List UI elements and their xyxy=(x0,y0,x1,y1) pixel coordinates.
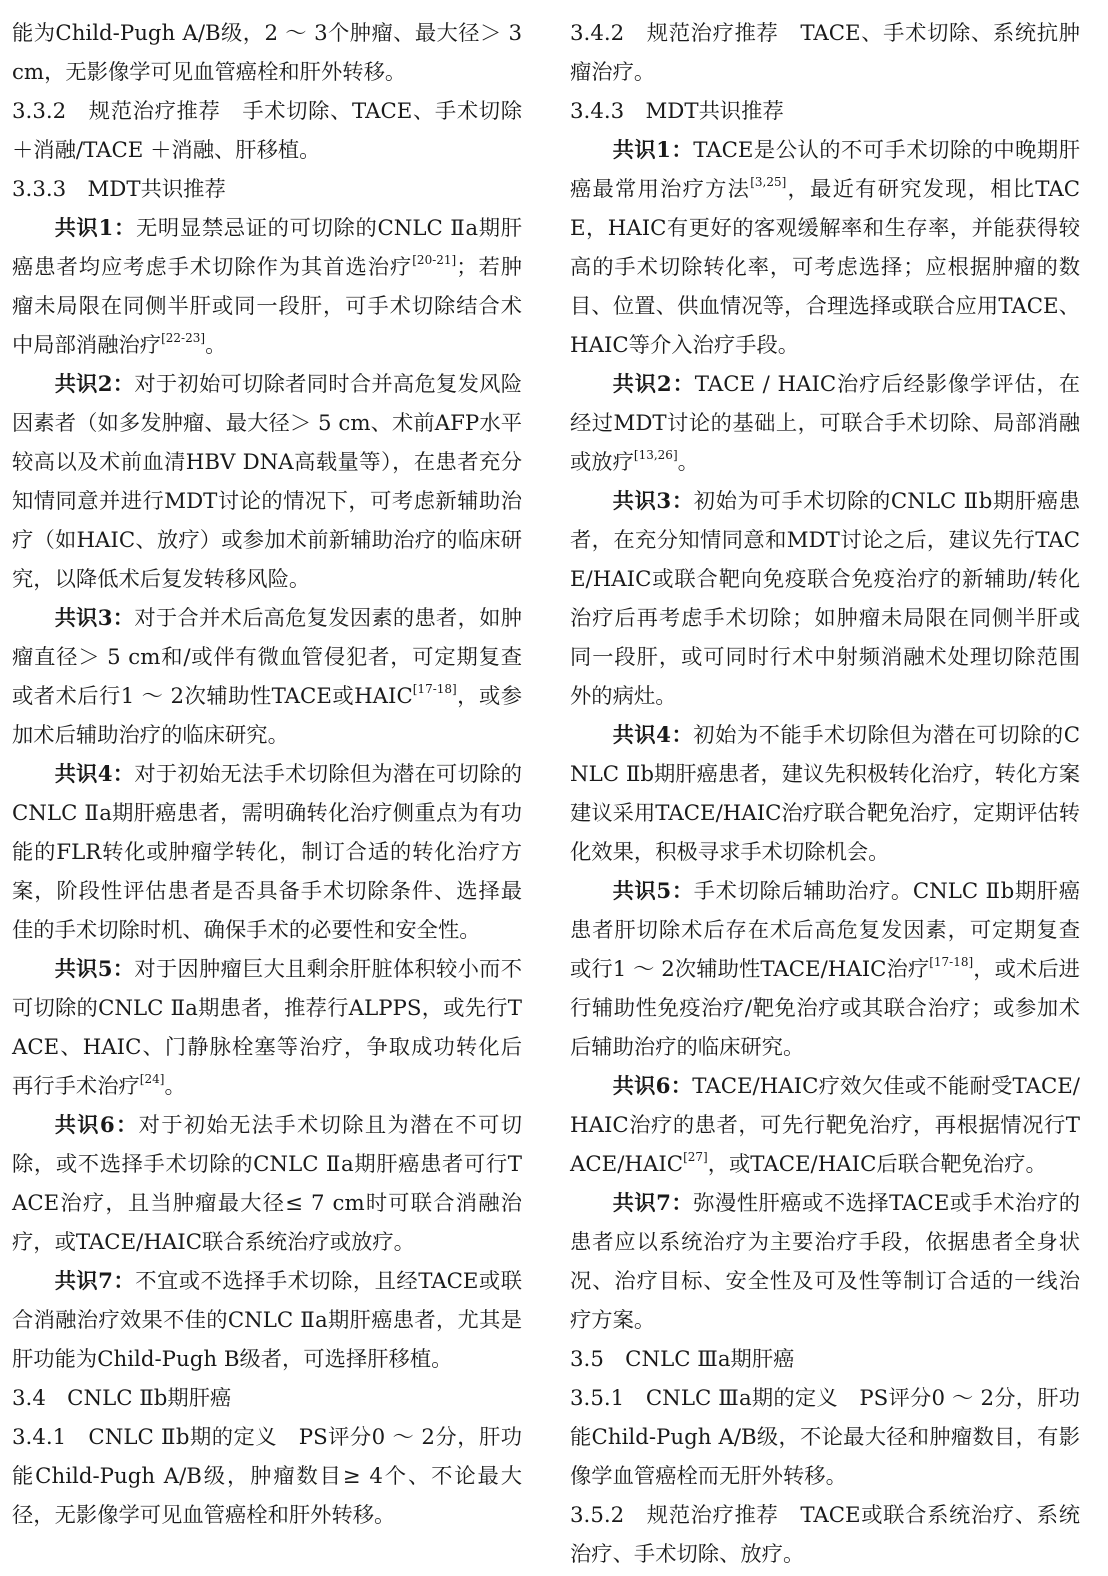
paragraph-text: 能为Child-Pugh A/B级，2 ～ 3个肿瘤、最大径＞ 3 cm，无影像学可见血管癌栓和肝外转移。 xyxy=(12,21,522,85)
paragraph-text: 不宜或不选择手术切除，且经TACE或联合消融治疗效果不佳的CNLC Ⅱa期肝癌患者，尤其是肝功能为Child-Pugh B级者，可选择肝移植。 xyxy=(12,1269,522,1372)
section-heading xyxy=(12,1418,522,1535)
paragraph xyxy=(12,1262,522,1379)
paragraph xyxy=(570,482,1080,716)
paragraph xyxy=(12,365,522,599)
section-heading xyxy=(570,92,1080,131)
citation: [24] xyxy=(139,1071,165,1086)
paragraph-text: 对于因肿瘤巨大且剩余肝脏体积较小而不可切除的CNLC Ⅱa期患者，推荐行ALPPS，或先行TACE、HAIC、门静脉栓塞等治疗，争取成功转化后再行手术治疗 xyxy=(12,957,522,1099)
left-column xyxy=(12,14,522,1576)
consensus-label: 共识5： xyxy=(54,957,135,982)
paragraph-text: 初始为可手术切除的CNLC Ⅱb期肝癌患者，在充分知情同意和MDT讨论之后，建议先行TACE/HAIC或联合靶向免疫联合免疫治疗的新辅助/转化治疗后再考虑手术切除；如肿瘤未局限在同侧半肝或同一段肝，或可同时行术中射频消融术处理切除范围外的病灶。 xyxy=(570,489,1080,709)
paragraph xyxy=(12,1106,522,1262)
paragraph-text: 3.3.2 规范治疗推荐 手术切除、TACE、手术切除＋消融/TACE ＋消融、肝移植。 xyxy=(12,99,522,163)
paragraph-text: ，或术后进行辅助性免疫治疗/靶免治疗或其联合治疗；或参加术后辅助治疗的临床研究。 xyxy=(570,957,1080,1060)
paragraph-text: 3.4.1 CNLC Ⅱb期的定义 PS评分0 ～ 2分，肝功能Child-Pugh A/B级，肿瘤数目≥ 4个、不论最大径，无影像学可见血管癌栓和肝外转移。 xyxy=(12,1425,522,1528)
paragraph-text: 对于初始无法手术切除且为潜在不可切除，或不选择手术切除的CNLC Ⅱa期肝癌患者可行TACE治疗，且当肿瘤最大径≤ 7 cm时可联合消融治疗，或TACE/HAIC联合系统治疗或放疗。 xyxy=(12,1113,522,1255)
paragraph-text: 3.4 CNLC Ⅱb期肝癌 xyxy=(12,1386,232,1411)
consensus-label: 共识4： xyxy=(612,723,694,748)
paragraph-text: 对于合并术后高危复发因素的患者，如肿瘤直径＞ 5 cm和/或伴有微血管侵犯者，可定期复查或者术后行1 ～ 2次辅助性TACE或HAIC xyxy=(12,606,522,709)
paragraph xyxy=(570,872,1080,1067)
paragraph-text: 。 xyxy=(205,333,227,358)
paragraph xyxy=(570,716,1080,872)
consensus-label: 共识7： xyxy=(54,1269,136,1294)
paragraph-text: ，或TACE/HAIC后联合靶免治疗。 xyxy=(707,1152,1047,1177)
citation: [17-18] xyxy=(412,681,457,696)
consensus-label: 共识6： xyxy=(54,1113,139,1138)
paragraph-text: ；若肿瘤未局限在同侧半肝或同一段肝，可手术切除结合术中局部消融治疗 xyxy=(12,255,522,358)
section-heading xyxy=(570,1496,1080,1574)
paragraph-text: ，最近有研究发现，相比TACE，HAIC有更好的客观缓解率和生存率，并能获得较高的手术切除转化率，可考虑选择；应根据肿瘤的数目、位置、供血情况等，合理选择或联合应用TACE、HAIC等介入治疗手段。 xyxy=(570,177,1080,358)
citation: [22-23] xyxy=(161,330,206,345)
paragraph-text: 3.4.2 规范治疗推荐 TACE、手术切除、系统抗肿瘤治疗。 xyxy=(570,21,1080,85)
section-heading xyxy=(12,170,522,209)
section-heading xyxy=(12,92,522,170)
consensus-label: 共识1： xyxy=(612,138,694,163)
paragraph-text: 手术切除后辅助治疗。CNLC Ⅱb期肝癌患者肝切除术后存在术后高危复发因素，可定期复查或行1 ～ 2次辅助性TACE/HAIC治疗 xyxy=(570,879,1080,982)
paragraph-text: 无明显禁忌证的可切除的CNLC Ⅱa期肝癌患者均应考虑手术切除作为其首选治疗 xyxy=(12,216,523,280)
citation: [3,25] xyxy=(750,174,787,189)
paragraph-text: 3.5 CNLC Ⅲa期肝癌 xyxy=(570,1347,795,1372)
consensus-label: 共识6： xyxy=(612,1074,693,1099)
paragraph-text: 初始为不能手术切除但为潜在可切除的CNLC Ⅱb期肝癌患者，建议先积极转化治疗，转化方案建议采用TACE/HAIC治疗联合靶免治疗，定期评估转化效果，积极寻求手术切除机会。 xyxy=(570,723,1080,865)
citation: [17-18] xyxy=(929,954,974,969)
citation: [20-21] xyxy=(412,252,457,267)
paragraph-text: 弥漫性肝癌或不选择TACE或手术治疗的患者应以系统治疗为主要治疗手段，依据患者全身状况、治疗目标、安全性及可及性等制订合适的一线治疗方案。 xyxy=(570,1191,1080,1333)
consensus-label: 共识2： xyxy=(612,372,695,397)
paragraph xyxy=(12,950,522,1106)
section-heading xyxy=(570,14,1080,92)
paragraph-text: 3.3.3 MDT共识推荐 xyxy=(12,177,226,202)
consensus-label: 共识4： xyxy=(54,762,135,787)
paragraph xyxy=(570,365,1080,482)
consensus-label: 共识3： xyxy=(612,489,694,514)
consensus-label: 共识7： xyxy=(612,1191,694,1216)
paragraph xyxy=(570,131,1080,365)
paragraph-text: 对于初始可切除者同时合并高危复发风险因素者（如多发肿瘤、最大径＞ 5 cm、术前AFP水平较高以及术前血清HBV DNA高载量等），在患者充分知情同意并进行MDT讨论的情况下，可考虑新辅助治疗（如HAIC、放疗）或参加术前新辅助治疗的临床研究，以降低术后复发转移风险。 xyxy=(12,372,522,592)
paragraph-text: TACE / HAIC治疗后经影像学评估，在经过MDT讨论的基础上，可联合手术切除、局部消融或放疗 xyxy=(570,372,1080,475)
paragraph xyxy=(570,1184,1080,1340)
paragraph-text: 3.5.2 规范治疗推荐 TACE或联合系统治疗、系统治疗、手术切除、放疗。 xyxy=(570,1503,1080,1567)
section-heading xyxy=(570,1340,1080,1379)
paragraph xyxy=(12,209,522,365)
consensus-label: 共识1： xyxy=(54,216,136,241)
consensus-label: 共识3： xyxy=(54,606,135,631)
paragraph-text: 3.5.1 CNLC Ⅲa期的定义 PS评分0 ～ 2分，肝功能Child-Pugh A/B级，不论最大径和肿瘤数目，有影像学血管癌栓而无肝外转移。 xyxy=(570,1386,1080,1489)
paragraph xyxy=(12,755,522,950)
paragraph-text: ，或参加术后辅助治疗的临床研究。 xyxy=(12,684,522,748)
paragraph-text: 对于初始无法手术切除但为潜在可切除的CNLC Ⅱa期肝癌患者，需明确转化治疗侧重点为有功能的FLR转化或肿瘤学转化，制订合适的转化治疗方案，阶段性评估患者是否具备手术切除条件、选择最佳的手术切除时机、确保手术的必要性和安全性。 xyxy=(12,762,522,943)
section-heading xyxy=(12,1379,522,1418)
paragraph-text: 。 xyxy=(164,1074,186,1099)
citation: [13,26] xyxy=(633,447,678,462)
paragraph-text: 。 xyxy=(677,450,699,475)
paragraph-text: TACE/HAIC疗效欠佳或不能耐受TACE/HAIC治疗的患者，可先行靶免治疗，再根据情况行TACE/HAIC xyxy=(570,1074,1080,1177)
paragraph-text: TACE是公认的不可手术切除的中晚期肝癌最常用治疗方法 xyxy=(570,138,1080,202)
right-column xyxy=(570,14,1080,1576)
paragraph xyxy=(570,1067,1080,1184)
paragraph-text: 3.4.3 MDT共识推荐 xyxy=(570,99,784,124)
consensus-label: 共识2： xyxy=(54,372,135,397)
paragraph xyxy=(12,14,522,92)
citation: [27] xyxy=(683,1149,708,1164)
section-heading xyxy=(570,1379,1080,1496)
paragraph xyxy=(12,599,522,755)
consensus-label: 共识5： xyxy=(612,879,694,904)
